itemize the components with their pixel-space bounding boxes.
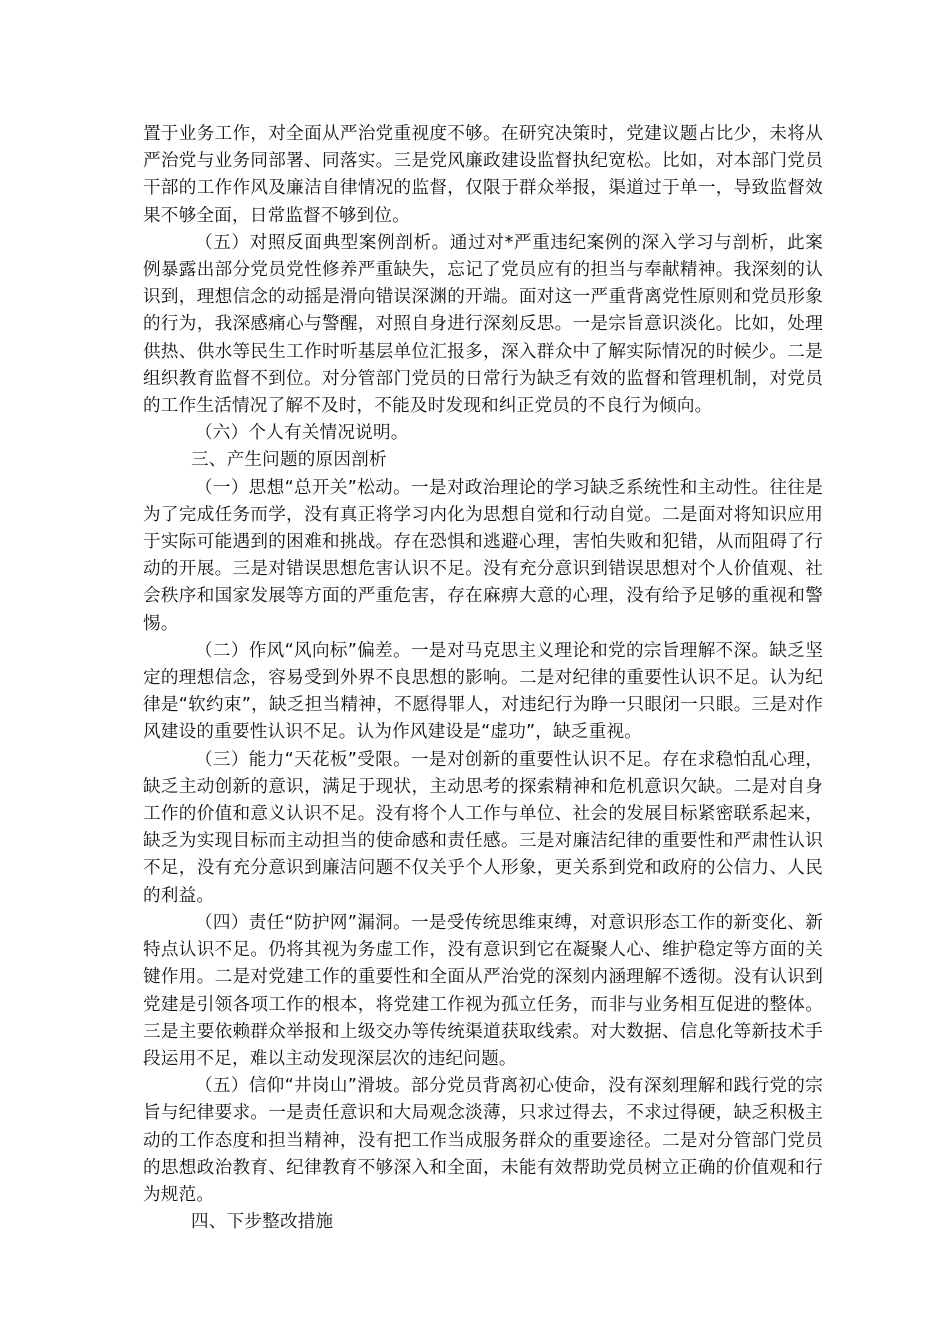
- heading-section-3: 三、产生问题的原因剖析: [191, 450, 387, 471]
- paragraph-cause-2: （二）作风“风向标”偏差。一是对马克思主义理论和党的宗旨理解不深。缺乏坚定的理想信念，容易受到外界不良思想的影响。二是对纪律的重要性认识不足。认为纪律是“软约束”，缺乏担当精神，不愿得罪人，对违纪行为睁一只眼闭一只眼。三是对作风建设的重要性认识不足。认为作风建设是“虚功”，缺乏重视。: [143, 640, 823, 743]
- paragraph-cause-4: （四）责任“防护网”漏洞。一是受传统思维束缚，对意识形态工作的新变化、新特点认识不足。仍将其视为务虚工作，没有意识到它在凝聚人心、维护稳定等方面的关键作用。二是对党建工作的重要性和全面从严治党的深刻内涵理解不透彻。没有认识到党建是引领各项工作的根本，将党建工作视为孤立任务，而非与业务相互促进的整体。三是主要依赖群众举报和上级交办等传统渠道获取线索。对大数据、信息化等新技术手段运用不足，难以主动发现深层次的违纪问题。: [143, 912, 823, 1069]
- paragraph-section-6-personal: （六）个人有关情况说明。: [195, 423, 409, 444]
- paragraph-continuation: 置于业务工作，对全面从严治党重视度不够。在研究决策时，党建议题占比少，未将从严治党与业务同部署、同落实。三是党风廉政建设监督执纪宽松。比如，对本部门党员干部的工作作风及廉洁自律情况的监督，仅限于群众举报，渠道过于单一，导致监督效果不够全面，日常监督不够到位。: [143, 124, 823, 226]
- paragraph-cause-5: （五）信仰“井岗山”滑坡。部分党员背离初心使命，没有深刻理解和践行党的宗旨与纪律要求。一是责任意识和大局观念淡薄，只求过得去，不求过得硬，缺乏积极主动的工作态度和担当精神，没有把工作当成服务群众的重要途径。二是对分管部门党员的思想政治教育、纪律教育不够深入和全面，未能有效帮助党员树立正确的价值观和行为规范。: [143, 1076, 823, 1205]
- heading-section-4: 四、下步整改措施: [191, 1212, 334, 1233]
- paragraph-cause-1: （一）思想“总开关”松动。一是对政治理论的学习缺乏系统性和主动性。往往是为了完成任务而学，没有真正将学习内化为思想自觉和行动自觉。二是面对将知识应用于实际可能遇到的困难和挑战。存在恐惧和逃避心理，害怕失败和犯错，从而阻碍了行动的开展。三是对错误思想危害认识不足。没有充分意识到错误思想对个人价值观、社会秩序和国家发展等方面的严重危害，存在麻痹大意的心理，没有给予足够的重视和警惕。: [143, 477, 823, 634]
- paragraph-section-5-case-analysis: （五）对照反面典型案例剖析。通过对*严重违纪案例的深入学习与剖析，此案例暴露出部分党员党性修养严重缺失，忘记了党员应有的担当与奉献精神。我深刻的认识到，理想信念的动摇是滑向错误深渊的开端。面对这一严重背离党性原则和党员形象的行为，我深感痛心与警醒，对照自身进行深刻反思。一是宗旨意识淡化。比如，处理供热、供水等民生工作时听基层单位汇报多，深入群众中了解实际情况的时候少。二是组织教育监督不到位。对分管部门党员的日常行为缺乏有效的监督和管理机制，对党员的工作生活情况了解不及时，不能及时发现和纠正党员的不良行为倾向。: [143, 232, 823, 417]
- paragraph-cause-3: （三）能力“天花板”受限。一是对创新的重要性认识不足。存在求稳怕乱心理，缺乏主动创新的意识，满足于现状，主动思考的探索精神和危机意识欠缺。二是对自身工作的价值和意义认识不足。没有将个人工作与单位、社会的发展目标紧密联系起来，缺乏为实现目标而主动担当的使命感和责任感。三是对廉洁纪律的重要性和严肃性认识不足，没有充分意识到廉洁问题不仅关乎个人形象，更关系到党和政府的公信力、人民的利益。: [143, 749, 823, 906]
- document-body: [143, 121, 823, 1236]
